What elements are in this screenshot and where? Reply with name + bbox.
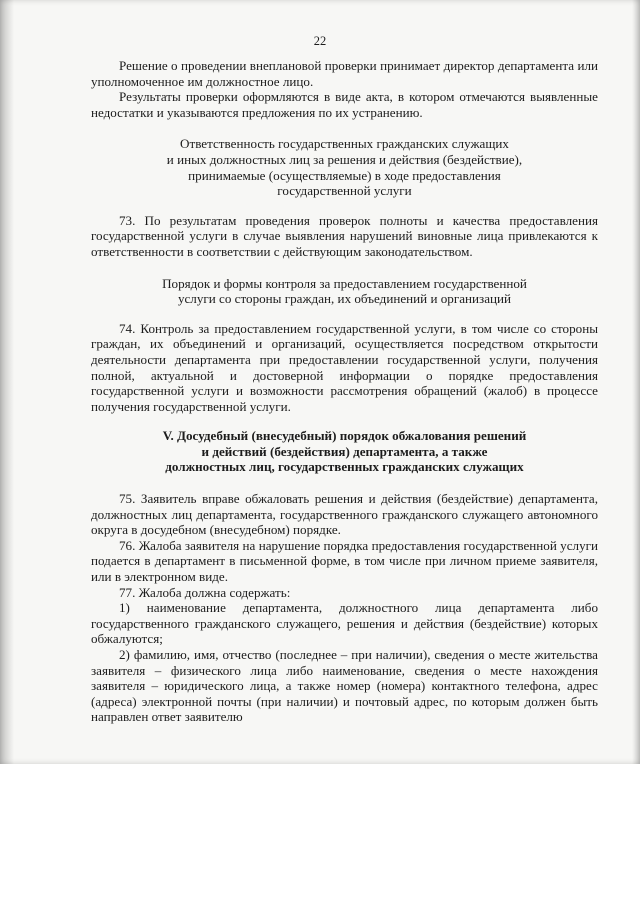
list-item-77-2: 2) фамилию, имя, отчество (последнее – при наличии), сведения о месте жительства заявителя – физического лица либо наименование, сведения о месте нахождения заявителя – юридического лица, а также номер (номера) контактного телефона, адрес (адреса) электронной почты (при наличии) и почтовый адрес, по которым должен быть направлен ответ заявителю (91, 647, 598, 725)
section-heading-control (91, 276, 598, 307)
heading-line: Ответственность государственных гражданских служащих (180, 136, 509, 152)
chapter-heading-appeal (91, 428, 598, 475)
paragraph-76: 76. Жалоба заявителя на нарушение порядка предоставления государственной услуги подается в департамент в письменной форме, в том числе при личном приеме заявителя, или в электронном виде. (91, 537, 598, 585)
heading-line: принимаемые (осуществляемые) в ходе предоставления (188, 167, 501, 183)
document-body (91, 58, 598, 725)
section-heading-responsibility (91, 136, 598, 198)
list-item-77-1: 1) наименование департамента, должностного лица департамента либо государственного гражданского служащего, решения и действия (бездействие) которых обжалуются; (91, 600, 598, 647)
heading-line: должностных лиц, государственных гражданских служащих (165, 459, 524, 475)
paragraph-unscheduled-inspection: Решение о проведении внеплановой проверки принимает директор департамента или уполномоченное им должностное лицо. (91, 58, 598, 89)
heading-line: услуги со стороны граждан, их объединений и организаций (177, 291, 512, 307)
paragraph-77: 77. Жалоба должна содержать: (119, 584, 291, 600)
paragraph-75: 75. Заявитель вправе обжаловать решения и действия (бездействие) департамента, должностных лиц департамента, государственного гражданского служащего автономного округа в досудебном (внесудебном) порядке. (91, 491, 598, 538)
heading-line: V. Досудебный (внесудебный) порядок обжалования решений (162, 428, 527, 444)
heading-line: и действий (бездействия) департамента, а также (201, 443, 488, 459)
heading-line: Порядок и формы контроля за предоставлением государственной (162, 275, 527, 291)
paragraph-74: 74. Контроль за предоставлением государственной услуги, в том числе со стороны граждан, их объединений и организаций, осуществляется посредством открытости деятельности департамента при предоставлении государственной услуги, получения полной, актуальной и достоверной информации о порядке предоставления государственной услуги и возможности рассмотрения обращений (жалоб) в процессе получения государственной услуги. (91, 320, 598, 414)
paragraph-73: 73. По результатам проведения проверок полноты и качества предоставления государственной услуги в случае выявления нарушений виновные лица привлекаются к ответственности в соответствии с действующим законодательством. (91, 212, 598, 259)
page-number: 22 (313, 34, 327, 48)
blank-margin (0, 764, 640, 905)
paragraph-inspection-results: Результаты проверки оформляются в виде акта, в котором отмечаются выявленные недостатки и указываются предложения по их устранению. (91, 89, 598, 120)
heading-line: и иных должностных лиц за решения и действия (бездействие), (166, 151, 523, 167)
heading-line: государственной услуги (277, 183, 412, 199)
